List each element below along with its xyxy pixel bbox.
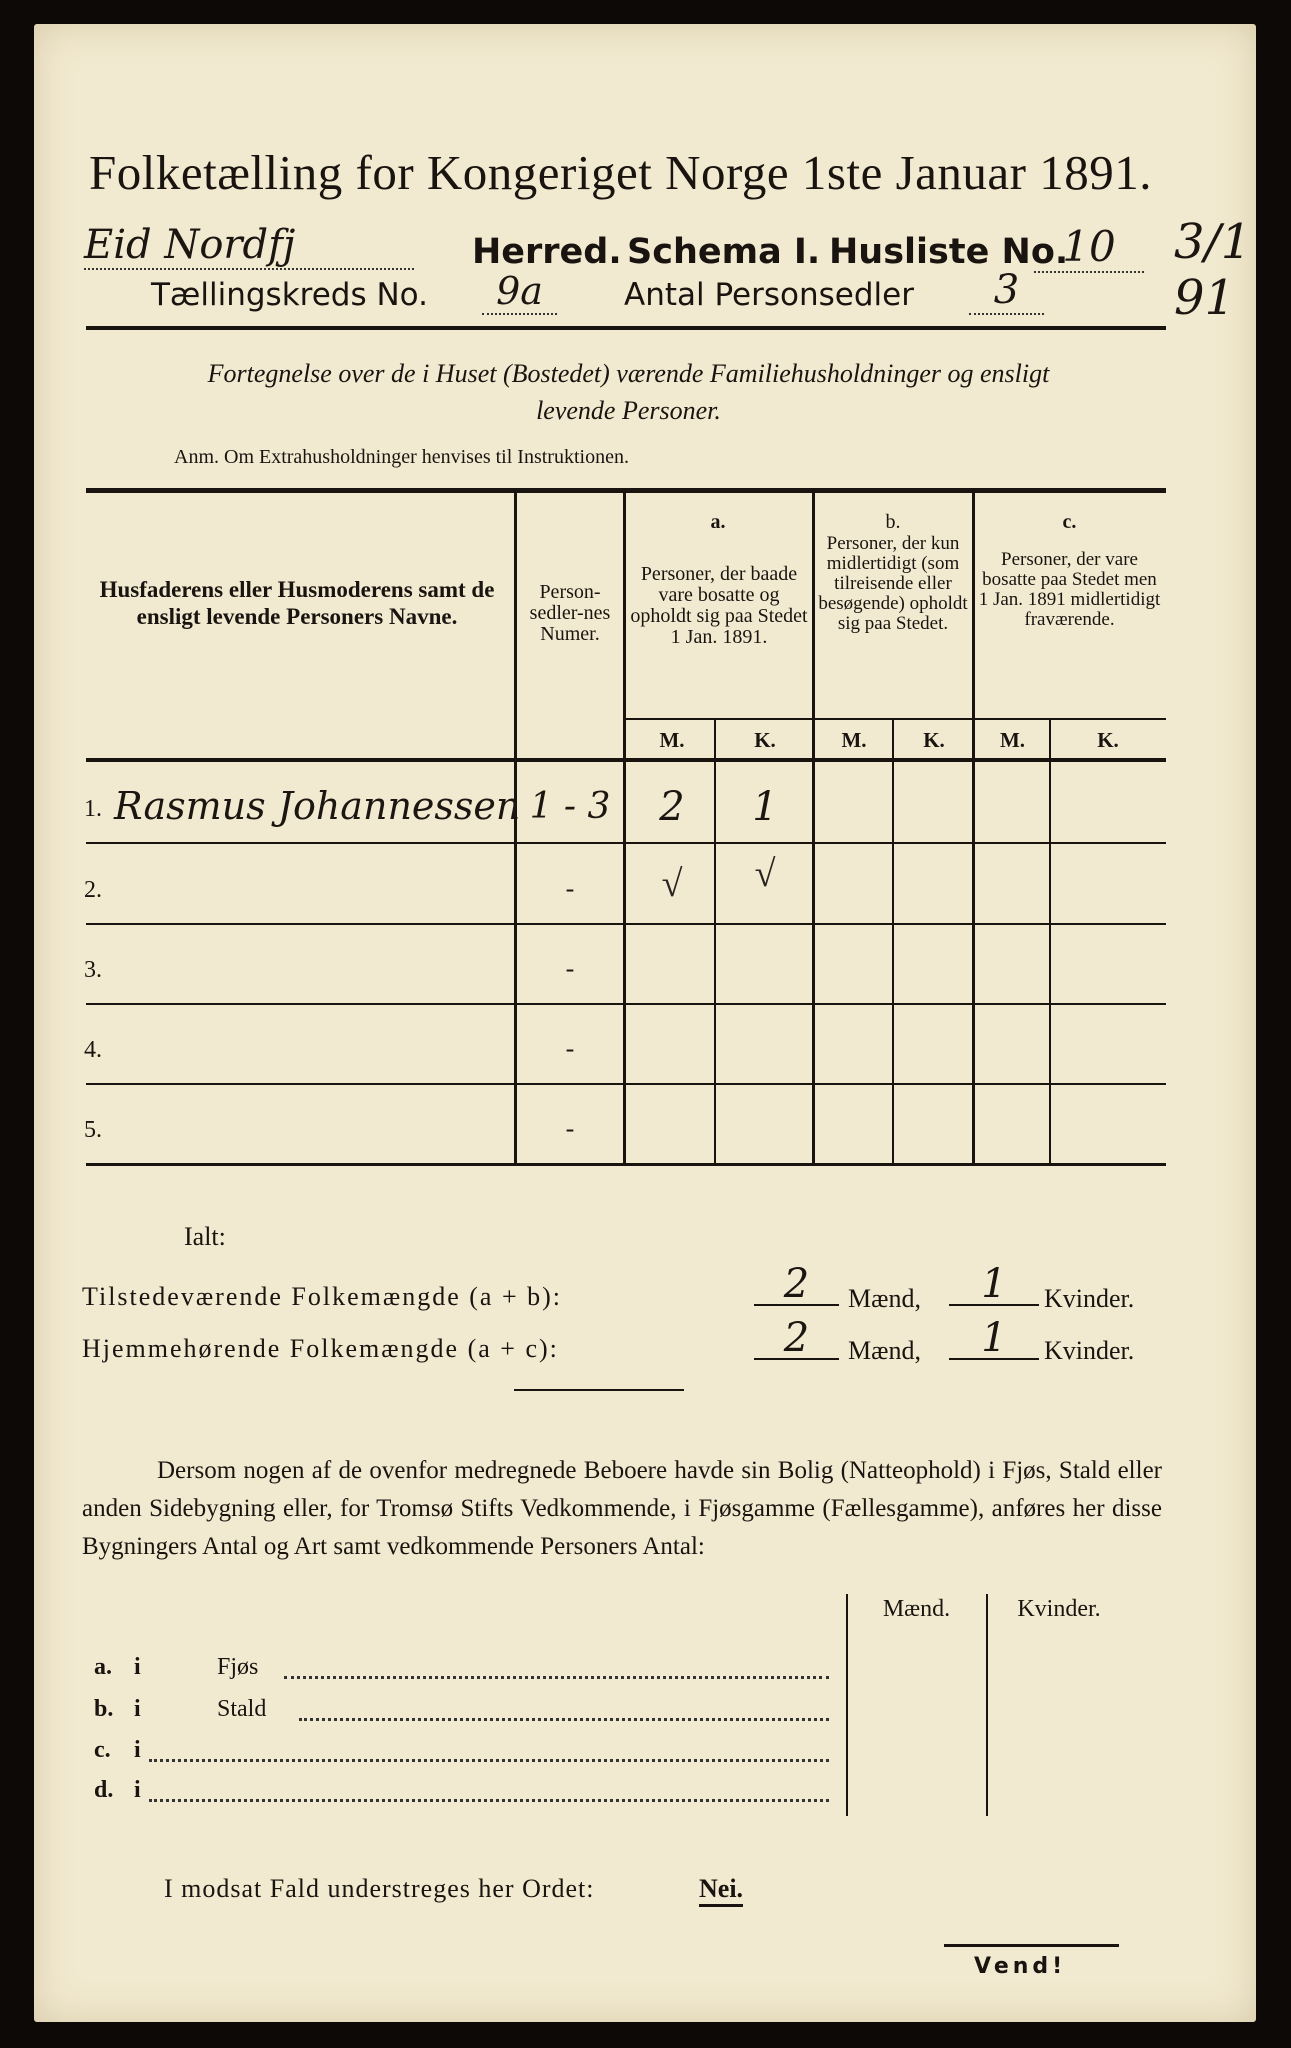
anm-note: Anm. Om Extrahusholdninger henvises til Instruktionen.	[174, 446, 629, 468]
row-number: 1.	[84, 796, 102, 822]
separator-rule	[514, 1389, 684, 1391]
col-a-m: M.	[659, 728, 685, 752]
building-label-stald: Stald	[217, 1696, 267, 1722]
col-header-a: Personer, der baade vare bosatte og opholdt sig paa Stedet 1 Jan. 1891.	[630, 563, 808, 648]
building-letter: c.	[94, 1737, 111, 1763]
building-letter: a.	[94, 1654, 112, 1680]
schema-label: Schema I.	[627, 232, 821, 272]
row-a-m: 2	[659, 784, 685, 830]
hjemme-label: Hjemmehørende Folkemængde (a + c):	[82, 1334, 559, 1363]
buildings-kvinder-header: Kvinder.	[1017, 1596, 1101, 1622]
row-number: 4.	[84, 1037, 102, 1063]
col-c-k: K.	[1097, 728, 1119, 752]
col-header-numer: Person-sedler-nes Numer.	[529, 581, 611, 645]
col-a-letter: a.	[710, 511, 726, 533]
antal-label: Antal Personsedler	[624, 277, 914, 313]
building-i: i	[134, 1777, 141, 1803]
kreds-value: 9a	[482, 269, 557, 315]
col-header-names: Husfaderens eller Husmoderens samt de ensligt levende Personers Navne.	[99, 577, 495, 629]
row-number: 2.	[84, 877, 102, 903]
modsat-label: I modsat Fald understreges her Ordet:	[164, 1874, 595, 1903]
col-header-b: Personer, der kun midlertidigt (som tilreisende eller besøgende) opholdt sig paa Stedet.	[818, 533, 968, 634]
hjemme-kvinder-value: 1	[949, 1318, 1039, 1360]
tilstede-kvinder-value: 1	[949, 1264, 1039, 1306]
buildings-paragraph: Dersom nogen af de ovenfor medregnede Beboere havde sin Bolig (Natteophold) i Fjøs, Stald eller anden Sidebygning eller, for Tromsø Stifts Vedkommende, i Fjøsgamme (Fællesgamme), anføres her disse Bygningers Antal og Art samt vedkommende Personers Antal:	[82, 1457, 1162, 1560]
nei-word: Nei.	[699, 1874, 743, 1907]
col-header-c: Personer, der vare bosatte paa Stedet men 1 Jan. 1891 midlertidigt fraværende.	[978, 549, 1161, 630]
herred-value: Eid Nordfj	[84, 222, 414, 270]
building-i: i	[134, 1696, 141, 1722]
col-c-m: M.	[999, 728, 1026, 752]
row-a-m: √	[661, 863, 683, 905]
row-a-k: √	[754, 853, 776, 895]
ialt-label: Ialt:	[184, 1222, 226, 1251]
tilstede-label: Tilstedeværende Folkemængde (a + b):	[82, 1282, 562, 1311]
husliste-label: Husliste No.	[829, 232, 1069, 272]
herred-label: Herred.	[472, 232, 622, 272]
row-numer: -	[565, 1034, 575, 1063]
buildings-maend-header: Mænd.	[882, 1596, 951, 1622]
kreds-label: Tællingskreds No.	[151, 277, 428, 313]
row-numer: 1 - 3	[529, 786, 611, 827]
hjemme-maend-label: Mænd,	[848, 1336, 921, 1365]
row-numer: -	[565, 954, 575, 983]
row-a-k: 1	[752, 784, 778, 830]
col-b-m: M.	[841, 728, 867, 752]
building-letter: b.	[94, 1696, 114, 1722]
building-label-fjos: Fjøs	[217, 1654, 259, 1680]
col-c-letter: c.	[1062, 511, 1077, 533]
intro-line2: levende Personer.	[536, 396, 721, 425]
tilstede-kvinder-label: Kvinder.	[1044, 1284, 1135, 1313]
table-header-rule	[86, 758, 1166, 762]
row-numer: -	[565, 874, 575, 903]
building-i: i	[134, 1737, 141, 1763]
tilstede-maend-label: Mænd,	[848, 1284, 921, 1313]
hjemme-maend-value: 2	[754, 1318, 839, 1360]
col-a-k: K.	[754, 728, 776, 752]
tilstede-maend-value: 2	[754, 1264, 839, 1306]
col-b-k: K.	[923, 728, 945, 752]
census-form-page	[34, 24, 1256, 2022]
building-letter: d.	[94, 1777, 114, 1803]
row-number: 3.	[84, 957, 102, 983]
building-i: i	[134, 1654, 141, 1680]
col-b-letter: b.	[885, 511, 901, 533]
intro-line1: Fortegnelse over de i Huset (Bostedet) værende Familiehusholdninger og ensligt	[207, 359, 1050, 388]
header-rule	[86, 326, 1166, 330]
hjemme-kvinder-label: Kvinder.	[1044, 1336, 1135, 1365]
table-top-rule	[86, 488, 1166, 493]
row-numer: -	[565, 1114, 575, 1143]
row-name: Rasmus Johannessen	[114, 784, 521, 828]
form-title: Folketælling for Kongeriget Norge 1ste Januar 1891.	[89, 145, 1152, 200]
side-note: 3/1 91	[1174, 214, 1252, 326]
table-bottom-rule	[86, 1163, 1166, 1166]
row-number: 5.	[84, 1117, 102, 1143]
husliste-value: 10	[1034, 222, 1144, 273]
vend-label: Vend!	[974, 1954, 1067, 1979]
antal-value: 3	[969, 267, 1044, 315]
